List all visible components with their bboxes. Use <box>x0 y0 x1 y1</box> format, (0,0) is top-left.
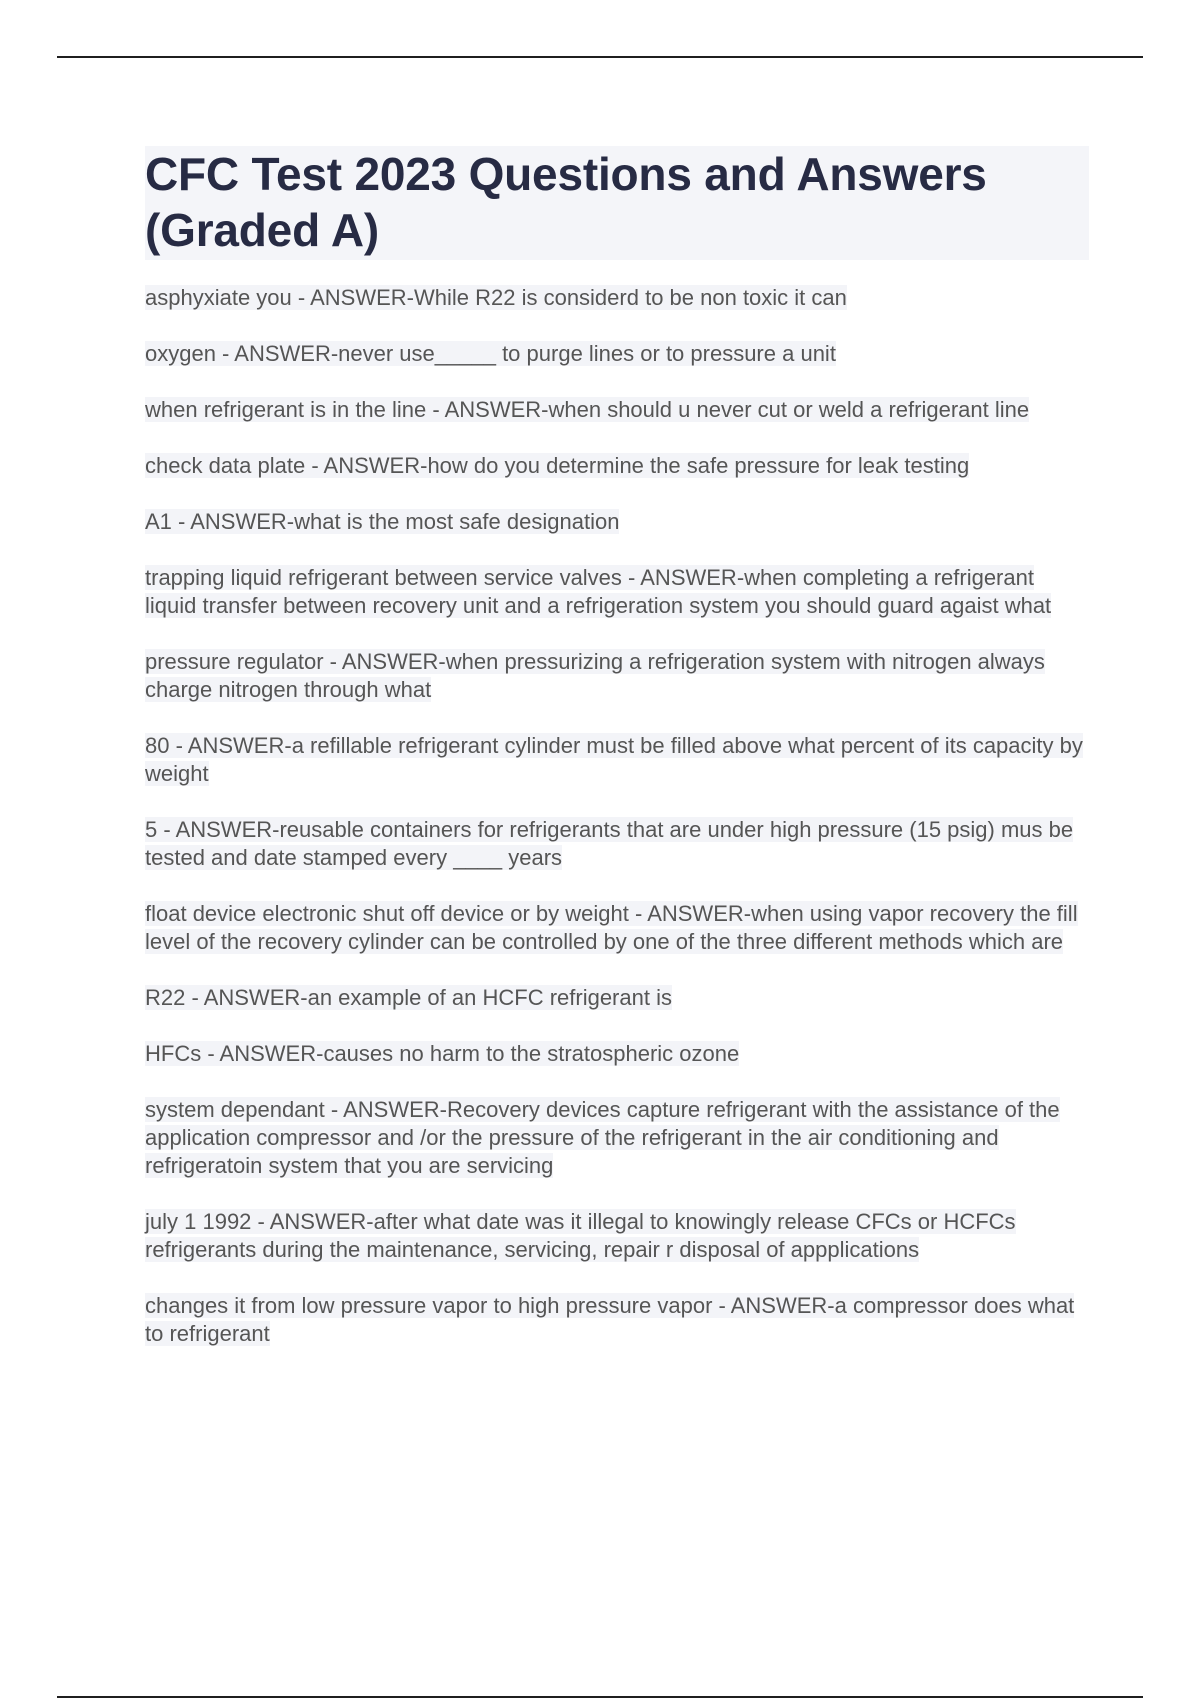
qa-text: HFCs - ANSWER-causes no harm to the stratospheric ozone <box>145 1041 740 1066</box>
bottom-rule <box>57 1696 1143 1698</box>
qa-text: when refrigerant is in the line - ANSWER-when should u never cut or weld a refrigerant line <box>145 397 1030 422</box>
qa-text: oxygen - ANSWER-never use_____ to purge lines or to pressure a unit <box>145 341 836 366</box>
qa-text: A1 - ANSWER-what is the most safe designation <box>145 509 620 534</box>
qa-item <box>145 900 1089 956</box>
qa-text: system dependant - ANSWER-Recovery devices capture refrigerant with the assistance of the application compressor and /or the pressure of the refrigerant in the air conditioning and refrigeratoin system that you are servicing <box>145 1097 1060 1178</box>
qa-item <box>145 564 1089 620</box>
qa-text: check data plate - ANSWER-how do you determine the safe pressure for leak testing <box>145 453 970 478</box>
qa-text: 80 - ANSWER-a refillable refrigerant cylinder must be filled above what percent of its capacity by weight <box>145 733 1083 786</box>
qa-text: float device electronic shut off device or by weight - ANSWER-when using vapor recovery the fill level of the recovery cylinder can be controlled by one of the three different methods which are <box>145 901 1078 954</box>
qa-item <box>145 1040 1089 1068</box>
qa-text: changes it from low pressure vapor to high pressure vapor - ANSWER-a compressor does what to refrigerant <box>145 1293 1075 1346</box>
qa-item <box>145 452 1089 480</box>
qa-item <box>145 816 1089 872</box>
qa-item <box>145 1292 1089 1348</box>
qa-item <box>145 1208 1089 1264</box>
top-rule <box>57 56 1143 58</box>
qa-text: asphyxiate you - ANSWER-While R22 is considerd to be non toxic it can <box>145 285 847 310</box>
qa-text: R22 - ANSWER-an example of an HCFC refrigerant is <box>145 985 672 1010</box>
qa-item <box>145 340 1089 368</box>
qa-list <box>145 284 1089 1348</box>
qa-item <box>145 1096 1089 1180</box>
qa-item <box>145 648 1089 704</box>
title-block <box>145 146 1089 260</box>
qa-item <box>145 732 1089 788</box>
qa-item <box>145 508 1089 536</box>
qa-item <box>145 984 1089 1012</box>
qa-item <box>145 396 1089 424</box>
qa-text: trapping liquid refrigerant between service valves - ANSWER-when completing a refrigerant liquid transfer between recovery unit and a refrigeration system you should guard agaist what <box>145 565 1052 618</box>
document-body <box>145 146 1089 1376</box>
qa-text: pressure regulator - ANSWER-when pressurizing a refrigeration system with nitrogen always charge nitrogen through what <box>145 649 1045 702</box>
qa-item <box>145 284 1089 312</box>
qa-text: 5 - ANSWER-reusable containers for refrigerants that are under high pressure (15 psig) mus be tested and date stamped every ____ years <box>145 817 1074 870</box>
document-title: CFC Test 2023 Questions and Answers (Graded A) <box>145 148 987 256</box>
qa-text: july 1 1992 - ANSWER-after what date was it illegal to knowingly release CFCs or HCFCs refrigerants during the maintenance, servicing, repair r disposal of appplications <box>145 1209 1016 1262</box>
